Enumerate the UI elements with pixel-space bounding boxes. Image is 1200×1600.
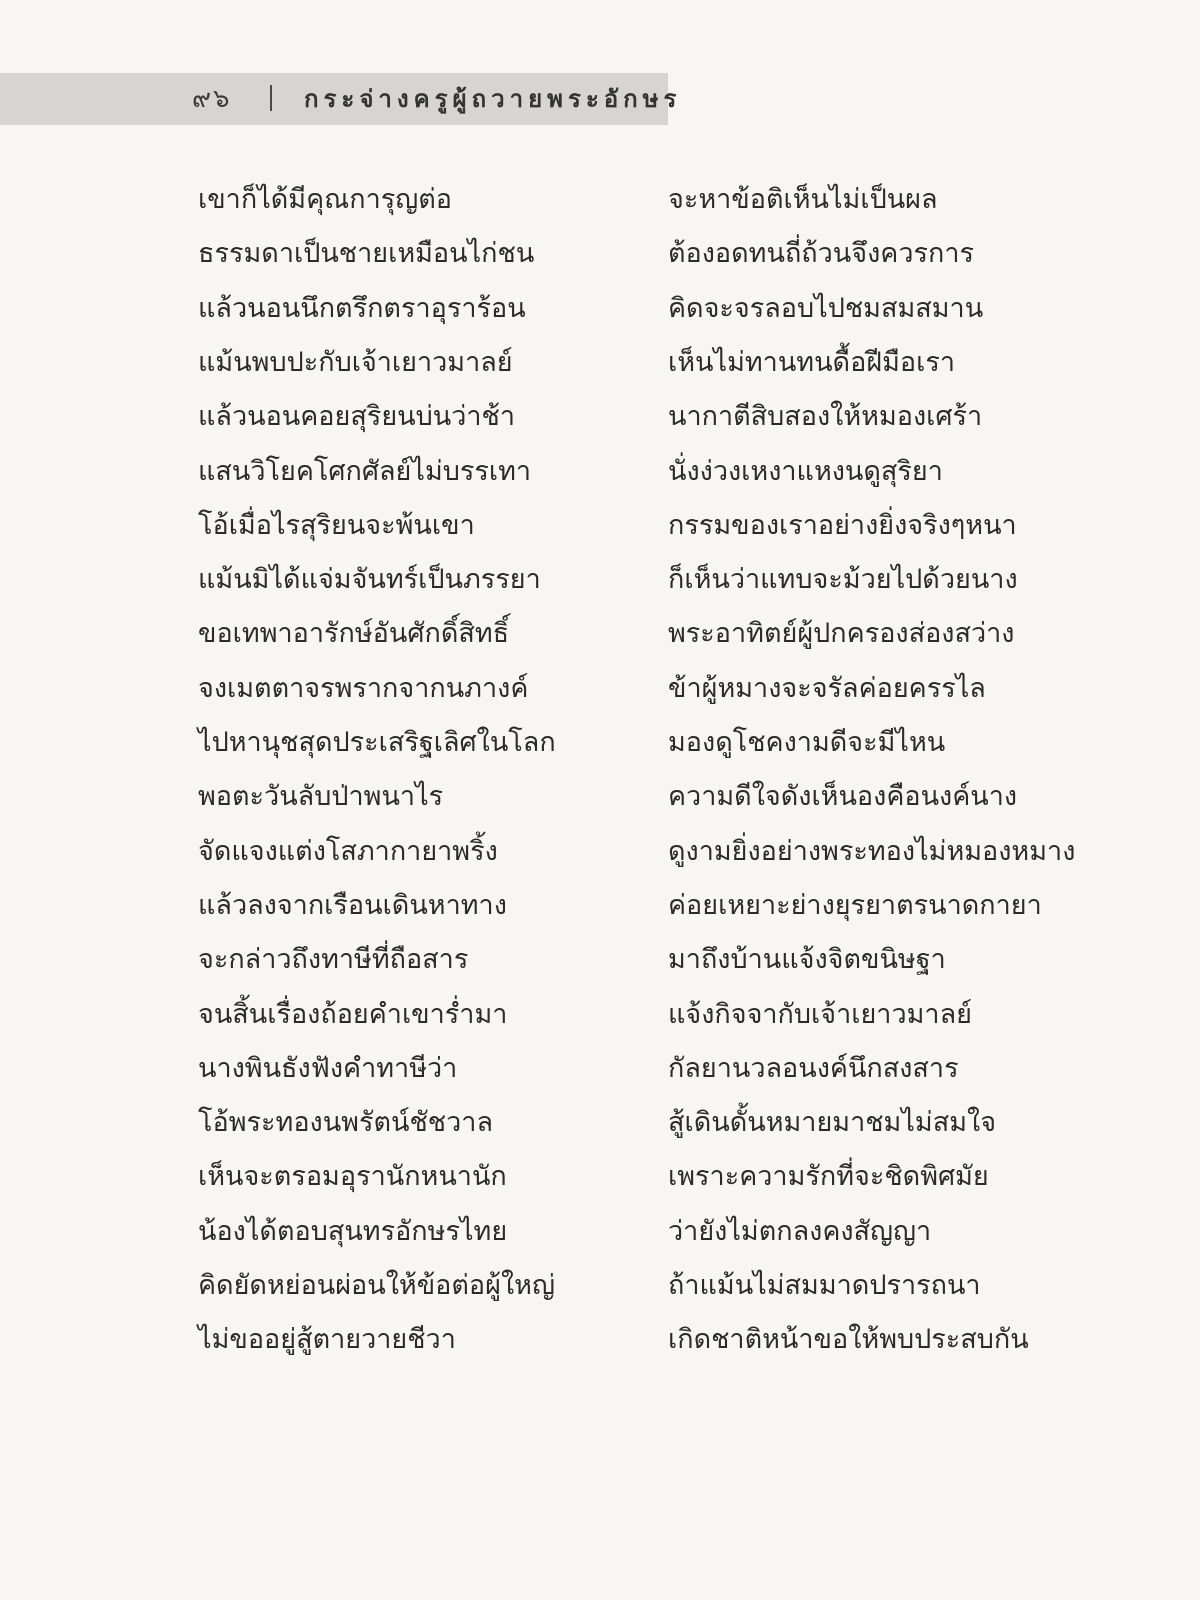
verse-line-left: แม้นพบปะกับเจ้าเยาวมาลย์ bbox=[198, 346, 513, 378]
verse-couplet bbox=[0, 667, 1200, 721]
verse-line-left: จนสิ้นเรื่องถ้อยคำเขาร่ำมา bbox=[198, 998, 508, 1030]
verse-line-left: เห็นจะตรอมอุรานักหนานัก bbox=[198, 1161, 507, 1193]
verse-couplet bbox=[0, 1047, 1200, 1101]
verse-line-left: ไปหานุชสุดประเสริฐเลิศในโลก bbox=[198, 727, 556, 758]
verse-line-left: ไม่ขออยู่สู้ตายวายชีวา bbox=[198, 1324, 456, 1356]
verse-line-right: ความดีใจดังเห็นองคือนงค์นาง bbox=[668, 781, 1018, 813]
verse-line-right: ค่อยเหยาะย่างยุรยาตรนาดกายา bbox=[668, 889, 1042, 921]
verse-line-right: แจ้งกิจจากับเจ้าเยาวมาลย์ bbox=[668, 998, 972, 1030]
verse-couplet bbox=[0, 775, 1200, 829]
verse-line-right: กัลยานวลอนงค์นึกสงสาร bbox=[668, 1052, 959, 1084]
verse-line-left: แล้วลงจากเรือนเดินหาทาง bbox=[198, 889, 507, 921]
verse-line-left: นางพินธังฟังคำทาษีว่า bbox=[198, 1052, 458, 1084]
page-number: ๙๖ bbox=[192, 84, 232, 114]
verse-line-left: ขอเทพาอารักษ์อันศักดิ์สิทธิ์ bbox=[198, 618, 510, 650]
verse-line-right: ถ้าแม้นไม่สมมาดปรารถนา bbox=[668, 1270, 981, 1301]
verse-couplet bbox=[0, 232, 1200, 286]
verse-line-left: แล้วนอนคอยสุริยนบ่นว่าช้า bbox=[198, 401, 515, 433]
verse-couplet bbox=[0, 395, 1200, 449]
verse-line-right: ต้องอดทนถี่ถ้วนจึงควรการ bbox=[668, 238, 974, 270]
verse-couplet bbox=[0, 450, 1200, 504]
verse-couplet bbox=[0, 1264, 1200, 1318]
verse-line-right: มองดูโชคงามดีจะมีไหน bbox=[668, 727, 946, 758]
verse-line-right: คิดจะจรลอบไปชมสมสมาน bbox=[668, 292, 984, 324]
verse-couplet bbox=[0, 721, 1200, 775]
verse-line-left: แล้วนอนนึกตรึกตราอุราร้อน bbox=[198, 292, 526, 324]
verse-line-right: กรรมของเราอย่างยิ่งจริงๆหนา bbox=[668, 509, 1017, 541]
verse-couplet bbox=[0, 830, 1200, 884]
verse-couplet bbox=[0, 1155, 1200, 1209]
verse-line-right: จะหาข้อติเห็นไม่เป็นผล bbox=[668, 184, 938, 215]
verse-line-right: นากาตีสิบสองให้หมองเศร้า bbox=[668, 401, 983, 433]
verse-line-left: โอ้พระทองนพรัตน์ชัชวาล bbox=[198, 1107, 493, 1139]
verse-couplet bbox=[0, 1101, 1200, 1155]
verse-line-left: คิดยัดหย่อนผ่อนให้ข้อต่อผู้ใหญ่ bbox=[198, 1270, 555, 1301]
verse-line-right: พระอาทิตย์ผู้ปกครองส่องสว่าง bbox=[668, 618, 1015, 650]
verse-line-right: นั่งง่วงเหงาแหงนดูสุริยา bbox=[668, 455, 943, 487]
verse-couplet bbox=[0, 341, 1200, 395]
verse-line-left: เขาก็ได้มีคุณการุญต่อ bbox=[198, 184, 452, 215]
verse-couplet bbox=[0, 287, 1200, 341]
running-header bbox=[0, 73, 682, 125]
verse-line-right: ว่ายังไม่ตกลงคงสัญญา bbox=[668, 1215, 932, 1247]
verse-line-left: ธรรมดาเป็นชายเหมือนไก่ชน bbox=[198, 238, 535, 270]
verse-couplet bbox=[0, 884, 1200, 938]
verse-line-right: ดูงามยิ่งอย่างพระทองไม่หมองหมาง bbox=[668, 835, 1076, 867]
verse-line-left: จัดแจงแต่งโสภากายาพริ้ง bbox=[198, 835, 498, 867]
running-title: กระจ่างครูผู้ถวายพระอักษร bbox=[304, 85, 682, 113]
verse-line-left: โอ้เมื่อไรสุริยนจะพ้นเขา bbox=[198, 509, 475, 541]
verse-line-left: แสนวิโยคโศกศัลย์ไม่บรรเทา bbox=[198, 455, 532, 487]
verse-line-right: มาถึงบ้านแจ้งจิตขนิษฐา bbox=[668, 944, 946, 976]
verse-couplet bbox=[0, 993, 1200, 1047]
verse-couplet bbox=[0, 504, 1200, 558]
verse-line-right: ก็เห็นว่าแทบจะม้วยไปด้วยนาง bbox=[668, 564, 1018, 596]
verse-couplet bbox=[0, 1210, 1200, 1264]
verse-line-left: พอตะวันลับป่าพนาไร bbox=[198, 781, 444, 813]
verse-line-left: จงเมตตาจรพรากจากนภางค์ bbox=[198, 672, 529, 704]
verse-line-right: เห็นไม่ทานทนดื้อฝีมือเรา bbox=[668, 346, 956, 378]
verse-line-right: เพราะความรักที่จะชิดพิศมัย bbox=[668, 1161, 989, 1193]
verse-line-right: ข้าผู้หมางจะจรัลค่อยครรไล bbox=[668, 672, 986, 704]
verse-line-right: เกิดชาติหน้าขอให้พบประสบกัน bbox=[668, 1324, 1029, 1356]
verse-line-right: สู้เดินดั้นหมายมาชมไม่สมใจ bbox=[668, 1107, 997, 1139]
verse-couplet bbox=[0, 178, 1200, 232]
verse-couplet bbox=[0, 1318, 1200, 1372]
verse-couplet bbox=[0, 938, 1200, 992]
verse-couplet bbox=[0, 612, 1200, 666]
verse-couplet bbox=[0, 558, 1200, 612]
verse-line-left: น้องได้ตอบสุนทรอักษรไทย bbox=[198, 1215, 508, 1247]
verse-line-left: จะกล่าวถึงทาษีที่ถือสาร bbox=[198, 944, 469, 976]
header-divider bbox=[270, 85, 272, 111]
verse-line-left: แม้นมิได้แจ่มจันทร์เป็นภรรยา bbox=[198, 564, 541, 596]
